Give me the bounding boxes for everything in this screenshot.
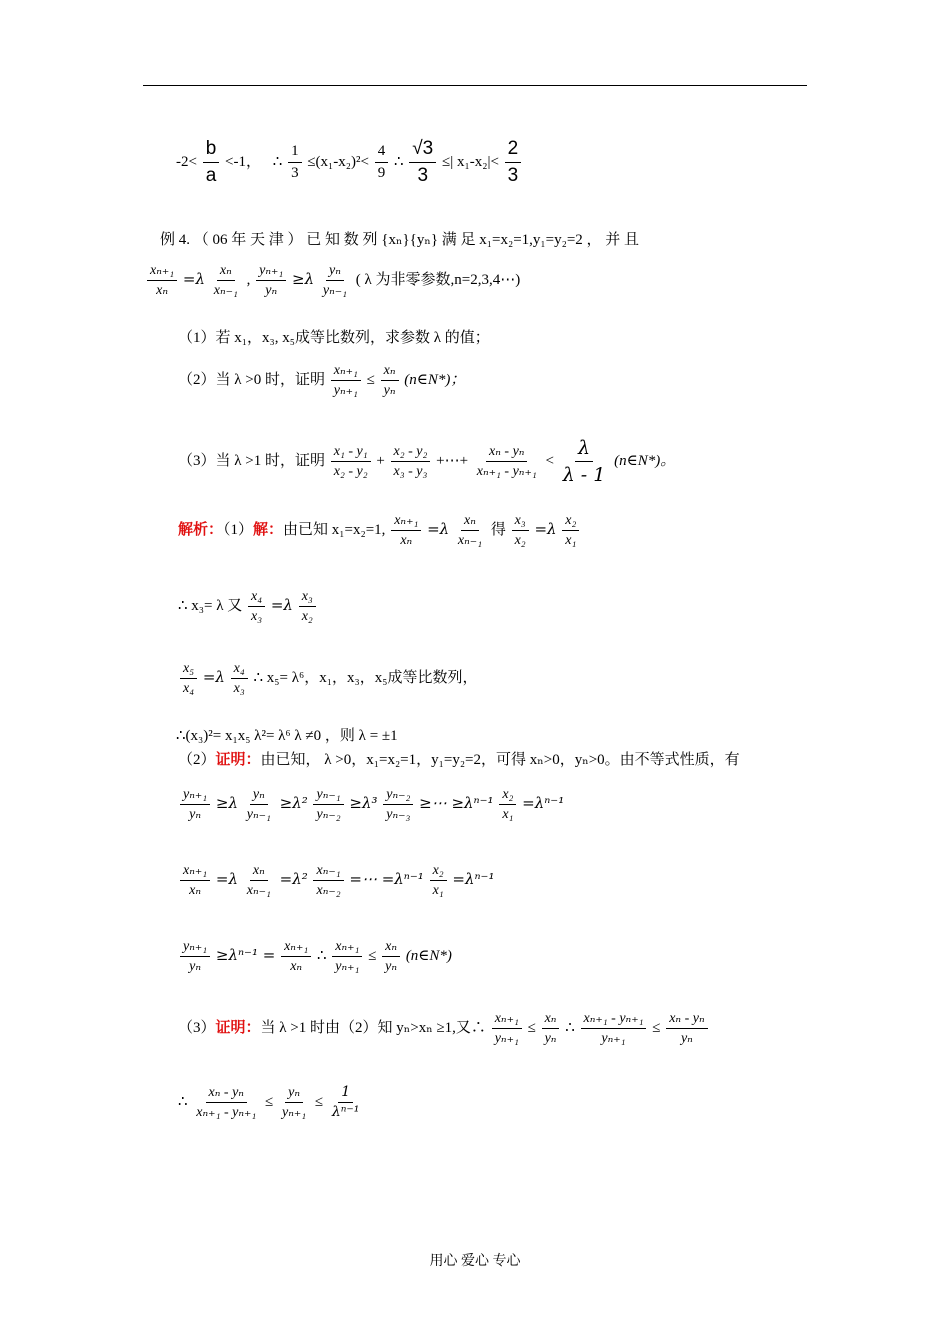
text: ≥λ: [292, 269, 315, 288]
text: ≤: [442, 153, 451, 170]
den: x₂: [514, 533, 526, 548]
fraction: [391, 443, 431, 480]
den: yₙ: [189, 959, 202, 974]
fraction: [560, 436, 609, 487]
den: 9: [377, 165, 386, 181]
fraction: [329, 1084, 363, 1121]
therefore-symbol: ∴: [178, 1093, 188, 1110]
num: xₙ: [250, 862, 268, 881]
num: yₙ₊₁: [180, 786, 210, 805]
den: yₙ₊₁: [601, 1031, 626, 1046]
den: x₁: [502, 807, 514, 822]
num: xₙ₊₁: [332, 938, 362, 957]
text: 得: [490, 521, 506, 538]
fraction: [320, 262, 350, 299]
fraction: [256, 262, 286, 299]
fraction: [382, 938, 400, 975]
text: -2<: [176, 153, 197, 170]
chain-y: [178, 786, 564, 823]
solution-3-final: [178, 1084, 364, 1121]
den: a: [205, 165, 217, 186]
text: | x₁-x₂|<: [450, 153, 499, 170]
den: yₙ: [680, 1031, 693, 1046]
solution-1: [178, 512, 581, 549]
den: 3: [507, 165, 519, 186]
fraction: [244, 786, 274, 823]
header-rule: [143, 85, 807, 86]
text: 由已知 x₁=x₂=1,: [283, 521, 386, 538]
num: x₂: [499, 786, 516, 805]
fraction: [512, 512, 529, 549]
num: xₙ: [461, 512, 479, 531]
den: x₄: [183, 681, 195, 696]
fraction: [288, 142, 302, 183]
question-1: （1）若 x₁，x₃, x₅成等比数列，求参数 λ 的值；: [178, 330, 490, 346]
question-3: [178, 436, 675, 487]
proof-label: 证明：: [215, 1019, 261, 1036]
num: 2: [505, 137, 522, 163]
num: x₂: [430, 862, 447, 881]
therefore-symbol: ∴: [393, 153, 404, 170]
den: yₙ₋₁: [322, 283, 348, 298]
num: xₙ - yₙ: [206, 1084, 247, 1103]
therefore-symbol: ∴: [272, 153, 283, 170]
num: x₃: [299, 588, 316, 607]
den: yₙ: [385, 959, 398, 974]
num: yₙ₋₂: [383, 786, 413, 805]
den: yₙ: [544, 1031, 557, 1046]
num: xₙ₋₁: [313, 862, 343, 881]
den: yₙ₋₃: [386, 807, 411, 822]
fraction: [409, 137, 436, 188]
fraction: [562, 512, 579, 549]
text: =λ: [270, 595, 293, 614]
proof-label: 证明：: [215, 752, 261, 768]
fraction: [542, 1010, 560, 1047]
den: x₂: [301, 609, 313, 624]
num: xₙ₊₁: [331, 362, 361, 381]
example-recurrence: [145, 262, 520, 299]
fraction: [499, 786, 516, 823]
text: ≤: [527, 1019, 536, 1036]
den: λ - 1: [562, 464, 606, 486]
fraction: [231, 660, 248, 697]
fraction: [383, 786, 413, 823]
fraction: [332, 938, 362, 975]
den: xₙ₋₁: [213, 283, 238, 298]
den: xₙ₊₁ - yₙ₊₁: [196, 1105, 257, 1120]
text: ≥λ³: [349, 793, 378, 812]
num: b: [203, 137, 220, 163]
text: +: [376, 452, 385, 469]
num: x₄: [248, 588, 265, 607]
fraction: [299, 588, 316, 625]
text: 由已知， λ >0，x₁=x₂=1，y₁=y₂=2，可得 xₙ>0，yₙ>0。由不等式性质，有: [260, 752, 740, 768]
den: xₙ₊₁ - yₙ₊₁: [476, 464, 537, 479]
text: （3）: [178, 1019, 216, 1036]
num: x₅: [180, 660, 197, 679]
den: xₙ: [156, 283, 169, 298]
fraction: [474, 443, 540, 480]
fraction: [505, 137, 522, 188]
fraction: [375, 142, 389, 183]
num: xₙ - yₙ: [486, 443, 527, 462]
fraction: [279, 1084, 309, 1121]
text: （1）: [223, 521, 254, 538]
den: x₁: [432, 883, 444, 898]
den: xₙ: [189, 883, 202, 898]
text: =λⁿ⁻¹: [452, 869, 495, 888]
text: =λ: [182, 269, 205, 288]
chain-conclusion: [178, 938, 452, 975]
text: ≤: [366, 371, 375, 388]
den: x₃ - y₃: [393, 464, 428, 479]
fraction: [244, 862, 274, 899]
fraction: [331, 362, 361, 399]
den: yₙ: [265, 283, 278, 298]
den: xₙ₋₁: [457, 533, 483, 548]
num: 4: [375, 142, 389, 163]
text: ∴ x₃= λ 又: [178, 597, 243, 614]
num: yₙ: [250, 786, 268, 805]
fraction: [313, 786, 343, 823]
num: xₙ₊₁: [391, 512, 421, 531]
text: （3）当 λ >1 时，证明: [178, 452, 325, 469]
text: (n∈N*)；: [404, 371, 466, 388]
example-heading: 例 4. （ 06 年 天 津 ） 已 知 数 列 {xₙ}{yₙ} 满 足 x₁=x₂=1,y₁=y₂=2 ， 并 且: [160, 232, 640, 248]
num: xₙ: [542, 1010, 560, 1029]
num: x₄: [231, 660, 248, 679]
text: ≥λ²: [279, 793, 308, 812]
den: yₙ₊₁: [494, 1031, 519, 1046]
fraction: [391, 512, 421, 549]
fraction: [180, 862, 210, 899]
den: 3: [291, 165, 299, 181]
text: ≤: [265, 1093, 274, 1110]
fraction: [193, 1084, 259, 1121]
text: =λ: [215, 869, 238, 888]
fraction: [430, 862, 447, 899]
text: =λ: [534, 519, 557, 538]
text: （2）当 λ >0 时，证明: [178, 371, 325, 388]
den: yₙ₊₁: [335, 959, 360, 974]
num: yₙ: [285, 1084, 303, 1103]
fraction: [147, 262, 177, 299]
fraction: [180, 660, 197, 697]
fraction: [211, 262, 241, 299]
den: 3: [417, 165, 429, 186]
text: <: [545, 452, 554, 469]
solution-1-line-3: [178, 660, 477, 697]
fraction: [455, 512, 485, 549]
text: ∴ x₅= λ⁶，x₁，x₃，x₅成等比数列，: [253, 669, 478, 686]
fraction: [581, 1010, 647, 1047]
den: yₙ₊₁: [333, 383, 358, 398]
num: xₙ₊₁: [180, 862, 210, 881]
den: yₙ₋₁: [246, 807, 271, 822]
den: yₙ₊₁: [281, 1105, 307, 1120]
fraction: [180, 938, 210, 975]
fraction-b-over-a: [203, 137, 220, 188]
den: xₙ₋₁: [246, 883, 271, 898]
fraction: [381, 362, 399, 399]
fraction: [248, 588, 265, 625]
num: xₙ₊₁: [147, 262, 177, 281]
text: =λ: [202, 667, 225, 686]
fraction: [313, 862, 343, 899]
den: x₃: [251, 609, 263, 624]
den: yₙ: [383, 383, 396, 398]
num: λ: [575, 436, 593, 462]
text: 当 λ >1 时由（2）知 yₙ>xₙ ≥1,又∴: [260, 1019, 486, 1036]
den: x₃: [233, 681, 245, 696]
text: (x₁-x₂)²<: [315, 153, 369, 170]
fraction: [331, 443, 371, 480]
fraction: [180, 786, 210, 823]
num: x₃: [512, 512, 529, 531]
answer-label: 解：: [253, 521, 284, 538]
num: x₂ - y₂: [391, 443, 431, 462]
den: x₁: [565, 533, 577, 548]
text: ,: [246, 271, 251, 288]
fraction: [666, 1010, 707, 1047]
text: （2）: [178, 752, 216, 768]
num: 1: [288, 142, 302, 163]
text: ≤: [314, 1093, 324, 1110]
text: ( λ 为非零参数,n=2,3,4⋯): [355, 271, 521, 288]
num: xₙ: [382, 938, 400, 957]
text: (n∈N*): [405, 947, 452, 964]
text: ≤: [368, 947, 377, 964]
num: xₙ: [381, 362, 399, 381]
den: yₙ: [189, 807, 202, 822]
text: =λⁿ⁻¹: [522, 793, 565, 812]
therefore-symbol: ∴: [316, 947, 327, 964]
num: yₙ₊₁: [256, 262, 286, 281]
text: (n∈N*)。: [614, 452, 676, 469]
chain-x: [178, 862, 495, 899]
den: xₙ₋₂: [316, 883, 341, 898]
den: xₙ: [400, 533, 413, 548]
num: xₙ₊₁ - yₙ₊₁: [581, 1010, 647, 1029]
text: ≤: [652, 1019, 661, 1036]
text: ≥λⁿ⁻¹ =: [215, 945, 276, 964]
text: +⋯+: [436, 452, 469, 469]
num: √3: [409, 137, 436, 163]
text: ≤: [307, 153, 316, 170]
text: <-1，: [225, 153, 262, 170]
text: =λ: [427, 519, 450, 538]
num: x₁ - y₁: [331, 443, 371, 462]
num: yₙ: [326, 262, 344, 281]
num: yₙ₋₁: [313, 786, 343, 805]
page-footer: 用心 爱心 专心: [429, 1254, 521, 1269]
question-2: [178, 362, 465, 399]
solution-2: [178, 748, 740, 769]
solution-label: 解析：: [178, 521, 224, 538]
num: x₂: [562, 512, 579, 531]
num: yₙ₊₁: [180, 938, 210, 957]
den: yₙ₋₂: [316, 807, 341, 822]
solution-3: [178, 1010, 710, 1047]
text: ≥⋯ ≥λⁿ⁻¹: [419, 793, 494, 812]
num: xₙ₊₁: [281, 938, 311, 957]
solution-1-line-4: ∴(x₃)²= x₁x₅ λ²= λ⁶ λ ≠0 ，则 λ = ±1: [176, 728, 398, 744]
num: xₙ: [217, 262, 235, 281]
num: 1: [338, 1084, 353, 1103]
fraction: [281, 938, 311, 975]
num: xₙ₊₁: [492, 1010, 522, 1029]
text: ≥λ: [215, 793, 238, 812]
den: xₙ: [290, 959, 303, 974]
den: x₂ - y₂: [333, 464, 368, 479]
text: =λ²: [279, 869, 308, 888]
den: λⁿ⁻¹: [331, 1104, 360, 1120]
fraction: [492, 1010, 522, 1047]
therefore-symbol: ∴: [565, 1019, 575, 1036]
inequality-line-1: [176, 137, 523, 188]
solution-1-line-2: [178, 588, 318, 625]
num: xₙ - yₙ: [666, 1010, 707, 1029]
text: =⋯ =λⁿ⁻¹: [349, 869, 424, 888]
